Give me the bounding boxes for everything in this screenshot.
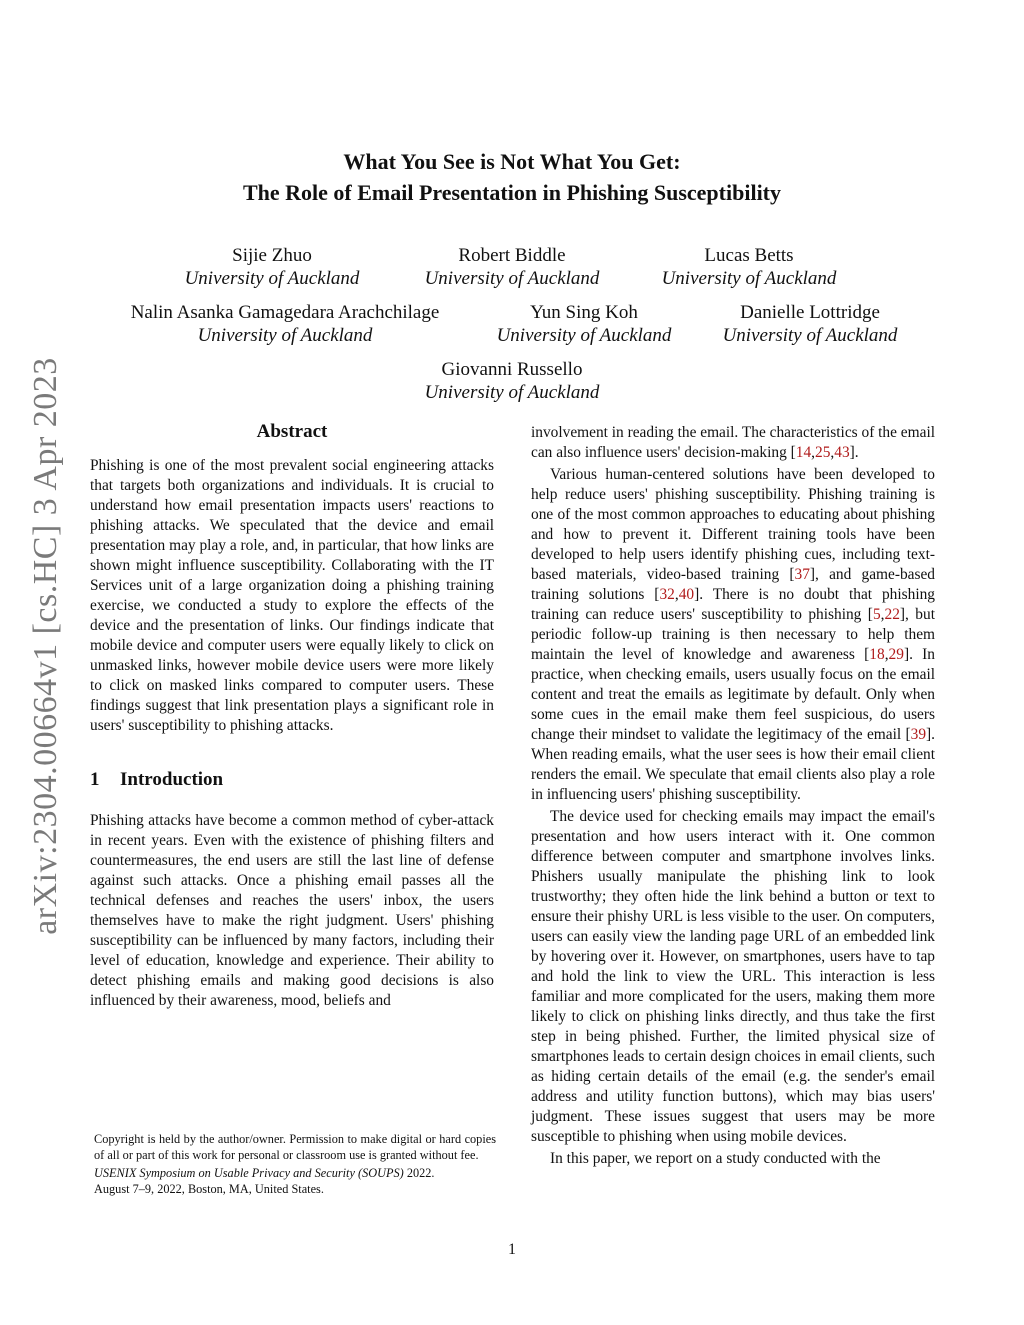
- abstract-heading: Abstract: [256, 421, 328, 442]
- intro-paragraph-3: The device used for checking emails may impact the email's presentation and how users interact with it. One common difference between computer and smartphone involves links. Phishers usually manipulate the phishing link to look trustworthy; they often hide the link behind a button or text to ensure their phishy URL is less visible to the user. On computers, users can easily view the landing page URL of an embedded link by hovering over it. However, on smartphones, users have to tap and hold the link to view the URL. This interaction is less familiar and more complicated for the users, making them more likely to click on phishing links directly, and thus take the first step in being phished. Further, the limited physical size of smartphones leads to certain design choices in email clients, such as hiding certain details of the email (e.g. the sender's email address and utility function buttons), which may bias users' judgment. These issues suggest that users may be more susceptible to phishing when using mobile devices.: [531, 808, 935, 1145]
- author-affiliation: University of Auckland: [424, 268, 600, 289]
- author-6: [718, 301, 902, 347]
- abstract-text: Phishing is one of the most prevalent social engineering attacks that targets both organizations and individuals. It is crucial to understand how email presentation impacts users' reactions to phishing attacks. We speculated that the device and email presentation may play a role, and, in particular, that how links are shown might influence susceptibility. Collaborating with the IT Services unit of a large organization doing a phishing training exercise, we conducted a study to explore the effects of the device and the presentation of links. Our findings indicate that mobile device and computer users were equally likely to click on unmasked links, however mobile device users were more likely to click on masked links compared to computer users. These findings suggest that link presentation plays a significant role in users' susceptibility to phishing attacks.: [90, 457, 494, 734]
- author-name: Sijie Zhuo: [232, 245, 312, 266]
- venue-year: 2022.: [403, 1166, 435, 1180]
- section-heading-introduction: [90, 768, 494, 792]
- left-column: [90, 420, 494, 1011]
- citation-link[interactable]: 39: [910, 726, 927, 743]
- author-name: Danielle Lottridge: [740, 302, 880, 323]
- author-name: Giovanni Russello: [441, 359, 583, 380]
- author-affiliation: University of Auckland: [496, 325, 672, 346]
- citation-link[interactable]: 25: [815, 444, 831, 461]
- author-5: [492, 301, 676, 347]
- section-title: Introduction: [120, 769, 224, 790]
- citation-link[interactable]: 43: [834, 444, 850, 461]
- author-2: [421, 244, 603, 290]
- copyright-text: Copyright is held by the author/owner. Permission to make digital or hard copies of all or part of this work for personal or classroom use is granted without fee.: [94, 1132, 496, 1162]
- venue-line: [94, 1165, 496, 1181]
- venue-name: USENIX Symposium on Usable Privacy and Security (SOUPS): [94, 1166, 404, 1180]
- right-column: [531, 423, 935, 1169]
- author-name: Lucas Betts: [704, 245, 794, 266]
- author-3: [657, 244, 841, 290]
- section-number: 1: [90, 769, 100, 790]
- author-affiliation: University of Auckland: [197, 325, 373, 346]
- citation-link[interactable]: 32: [659, 586, 675, 603]
- author-affiliation: University of Auckland: [661, 268, 837, 289]
- author-4: [120, 301, 450, 347]
- intro-paragraph-1: Phishing attacks have become a common method of cyber-attack in recent years. Even with the existence of phishing filters and countermeasures, the end users are still the last line of defense against such attacks. Once a phishing email passes all the technical defenses and reaches the users' inbox, the users themselves have to make the right judgment. Users' phishing susceptibility can be influenced by many factors, including their level of education, knowledge and experience. Their ability to detect phishing emails and making good decisions is also influenced by their awareness, mood, beliefs and: [90, 812, 494, 1009]
- title-line-1: What You See is Not What You Get:: [343, 149, 681, 174]
- arxiv-stamp-text: arXiv:2304.00664v1 [cs.HC] 3 Apr 2023: [27, 357, 64, 935]
- title-line-2: The Role of Email Presentation in Phishing Susceptibility: [242, 180, 782, 205]
- author-block: [90, 244, 934, 415]
- citation-link[interactable]: 29: [888, 646, 904, 663]
- citation-link[interactable]: 40: [678, 586, 695, 603]
- author-affiliation: University of Auckland: [424, 382, 600, 403]
- intro-paragraph-1-continued: involvement in reading the email. The characteristics of the email can also influence users' decision-making [14,25,43].: [531, 424, 935, 461]
- author-1: [182, 244, 362, 290]
- author-affiliation: University of Auckland: [184, 268, 360, 289]
- author-name: Nalin Asanka Gamagedara Arachchilage: [130, 302, 440, 323]
- citation-link[interactable]: 22: [884, 606, 900, 623]
- author-affiliation: University of Auckland: [722, 325, 898, 346]
- intro-paragraph-2: Various human-centered solutions have been developed to help reduce users' phishing susceptibility. Phishing training is one of the most common approaches to educating about phishing and how to prevent it. Different training tools have been developed to help users identify phishing cues, including text-based materials, video-based training [37], and game-based training solutions [32,40]. There is no doubt that phishing training can reduce users' susceptibility to phishing [5,22], but periodic follow-up training is then necessary to help them maintain the level of knowledge and awareness [18,29]. In practice, when checking emails, users usually focus on the email content and treat the emails as legitimate by default. Only when some cues in the email make them feel suspicious, do users change their mindset to validate the legitimacy of the email [39]. When reading emails, what the user sees is how their email client renders the email. We speculate that email clients also play a role in influencing users' phishing susceptibility.: [531, 466, 936, 803]
- page-number: 1: [508, 1241, 516, 1258]
- author-name: Yun Sing Koh: [530, 302, 638, 323]
- intro-paragraph-4: In this paper, we report on a study conducted with the: [550, 1150, 881, 1167]
- citation-link[interactable]: 14: [795, 444, 812, 461]
- citation-link[interactable]: 5: [872, 606, 881, 623]
- venue-dates: August 7–9, 2022, Boston, MA, United States.: [94, 1182, 324, 1196]
- citation-link[interactable]: 18: [869, 646, 885, 663]
- arxiv-stamp: [4, 357, 88, 935]
- author-7: [420, 358, 604, 404]
- author-name: Robert Biddle: [458, 245, 566, 266]
- copyright-footnote: [94, 1131, 496, 1197]
- citation-link[interactable]: 37: [794, 566, 810, 583]
- paper-title: [90, 146, 934, 208]
